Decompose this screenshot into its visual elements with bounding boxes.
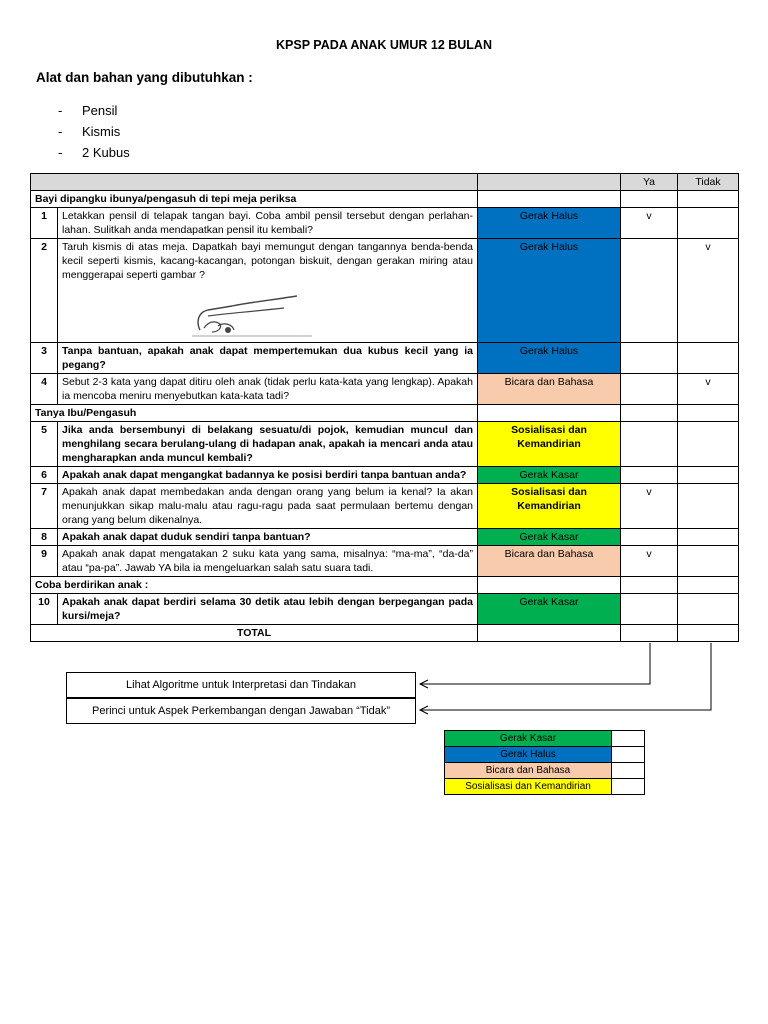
aspect-cell: Bicara dan Bahasa (478, 374, 621, 405)
section-label: Coba berdirikan anak : (31, 577, 478, 594)
question-number: 1 (31, 208, 58, 239)
question-text: Apakah anak dapat membedakan anda dengan orang yang belum ia kenal? Ia akan menunjukkan sikap malu-malu atau ragu-ragu pada saat permulaan bertemu dengan orang yang belum dikenalnya. (58, 484, 478, 529)
aspect-cell: Bicara dan Bahasa (478, 546, 621, 577)
answer-tidak[interactable]: v (678, 239, 739, 343)
legend-row (445, 731, 645, 747)
material-label: 2 Kubus (82, 145, 130, 160)
aspect-cell: Sosialisasi dan Kemandirian (478, 422, 621, 467)
answer-ya[interactable]: v (621, 546, 678, 577)
question-number: 5 (31, 422, 58, 467)
question-number: 6 (31, 467, 58, 484)
question-text: Tanpa bantuan, apakah anak dapat mempertemukan dua kubus kecil yang ia pegang? (58, 343, 478, 374)
question-number: 4 (31, 374, 58, 405)
list-item: - Kismis (58, 124, 121, 139)
question-text: Letakkan pensil di telapak tangan bayi. Coba ambil pensil tersebut dengan perlahan-lahan. Sulitkah anda mendapatkan pensil itu kembali? (58, 208, 478, 239)
list-item: - 2 Kubus (58, 145, 130, 160)
legend-row (445, 763, 645, 779)
legend-sosialisasi: Sosialisasi dan Kemandirian (445, 779, 612, 795)
question-text: Sebut 2-3 kata yang dapat ditiru oleh anak (tidak perlu kata-kata yang lengkap). Apakah ia mencoba meniru menyebutkan kata-kata tadi? (58, 374, 478, 405)
question-text: Taruh kismis di atas meja. Dapatkah bayi memungut dengan tangannya benda-benda kecil seperti kismis, kacang-kacangan, potongan biskuit, dengan gerakan miring atau menggerapai seperti gambar ? (62, 241, 473, 281)
total-label: TOTAL (31, 625, 478, 642)
perinci-box: Perinci untuk Aspek Perkembangan dengan Jawaban “Tidak” (66, 698, 416, 724)
question-number: 10 (31, 594, 58, 625)
header-tidak: Tidak (678, 174, 739, 191)
legend-row (445, 779, 645, 795)
material-label: Pensil (82, 103, 118, 118)
legend-value[interactable] (612, 747, 645, 763)
aspect-cell: Gerak Kasar (478, 594, 621, 625)
aspect-cell: Gerak Kasar (478, 529, 621, 546)
list-item: - Pensil (58, 103, 118, 118)
legend-value[interactable] (612, 763, 645, 779)
legend-value[interactable] (612, 779, 645, 795)
question-number: 7 (31, 484, 58, 529)
answer-tidak[interactable]: v (678, 374, 739, 405)
page-title: KPSP PADA ANAK UMUR 12 BULAN (276, 38, 492, 52)
question-text: Apakah anak dapat mengangkat badannya ke posisi berdiri tanpa bantuan anda? (58, 467, 478, 484)
aspect-cell: Gerak Halus (478, 208, 621, 239)
question-number: 9 (31, 546, 58, 577)
legend-gerak-kasar: Gerak Kasar (445, 731, 612, 747)
legend-value[interactable] (612, 731, 645, 747)
question-number: 8 (31, 529, 58, 546)
aspect-cell: Gerak Kasar (478, 467, 621, 484)
material-label: Kismis (82, 124, 121, 139)
question-text: Apakah anak dapat berdiri selama 30 detik atau lebih dengan berpegangan pada kursi/meja? (58, 594, 478, 625)
section-label: Bayi dipangku ibunya/pengasuh di tepi meja periksa (31, 191, 478, 208)
answer-ya[interactable]: v (621, 484, 678, 529)
header-ya: Ya (621, 174, 678, 191)
question-text: Jika anda bersembunyi di belakang sesuatu/di pojok, kemudian muncul dan menghilang secara berulang-ulang di hadapan anak, apakah ia mencari anda atau mengharapkan anda muncul kembali? (58, 422, 478, 467)
algoritme-box: Lihat Algoritme untuk Interpretasi dan Tindakan (66, 672, 416, 698)
aspect-cell: Sosialisasi dan Kemandirian (478, 484, 621, 529)
question-number: 3 (31, 343, 58, 374)
legend-bicara-bahasa: Bicara dan Bahasa (445, 763, 612, 779)
aspect-legend (444, 730, 645, 795)
question-number: 2 (31, 239, 58, 343)
aspect-cell: Gerak Halus (478, 239, 621, 343)
legend-gerak-halus: Gerak Halus (445, 747, 612, 763)
question-text: Apakah anak dapat mengatakan 2 suku kata yang sama, misalnya: “ma-ma”, “da-da” atau “pa-pa”. Jawab YA bila ia mengeluarkan salah satu suara tadi. (58, 546, 478, 577)
answer-ya[interactable]: v (621, 208, 678, 239)
legend-row (445, 747, 645, 763)
question-text: Apakah anak dapat duduk sendiri tanpa bantuan? (58, 529, 478, 546)
section-label: Tanya Ibu/Pengasuh (31, 405, 478, 422)
aspect-cell: Gerak Halus (478, 343, 621, 374)
materials-heading: Alat dan bahan yang dibutuhkan : (36, 70, 253, 85)
